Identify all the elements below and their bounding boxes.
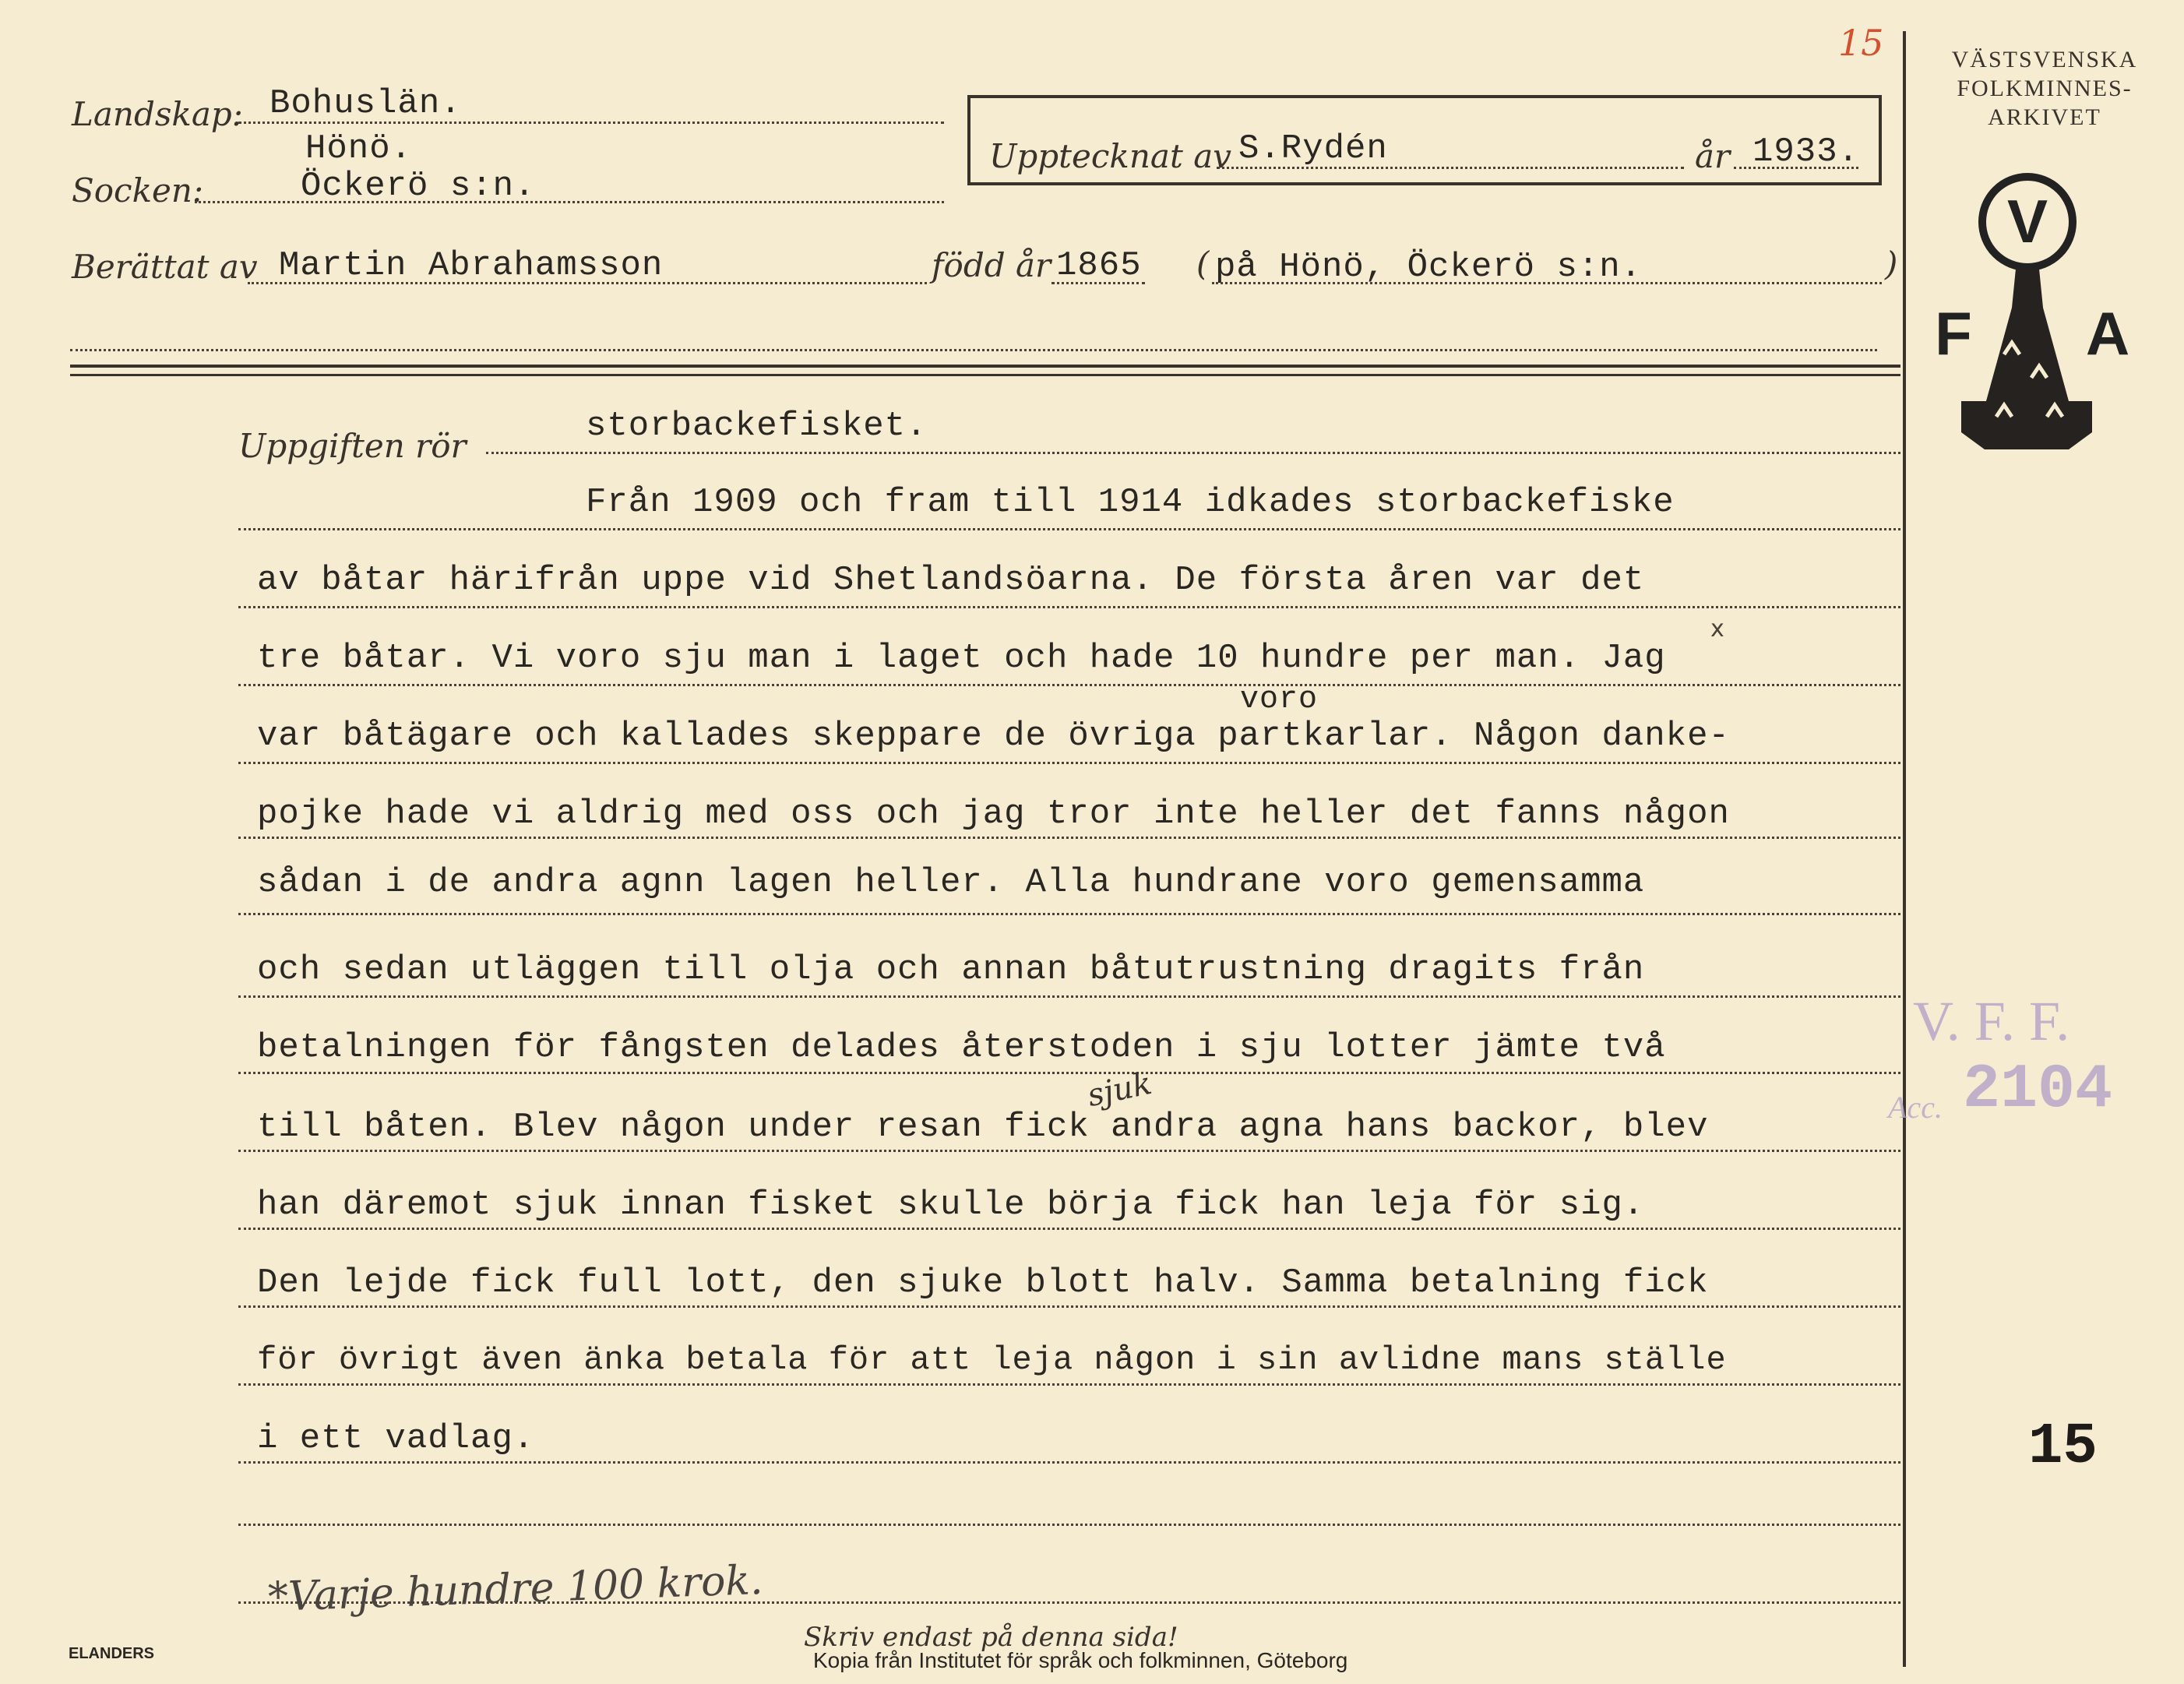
body-line-11: Den lejde fick full lott, den sjuke blott halv. Samma betalning fick — [257, 1263, 1709, 1302]
logo-letter-v: V — [2006, 187, 2048, 255]
archive-name-line2: FOLKMINNES- — [1957, 76, 2133, 101]
body-line-1: Från 1909 och fram till 1914 idkades storbackefiske — [586, 483, 1675, 522]
stamp-line1: V. F. F. — [1913, 990, 2070, 1052]
topic-label: Uppgiften rör — [238, 427, 467, 465]
ar-label: år — [1695, 137, 1731, 175]
margin-line — [1903, 31, 1906, 1667]
stamp-number: 2104 — [1963, 1055, 2113, 1126]
socken-value: Öckerö s:n. — [301, 167, 536, 206]
body-line-10: han däremot sjuk innan fisket skulle börja fick han leja för sig. — [257, 1185, 1645, 1224]
archive-name — [1916, 45, 2173, 132]
archive-name-line3: ARKIVET — [1988, 104, 2101, 130]
birthplace-value: på Hönö, Öckerö s:n. — [1215, 248, 1643, 287]
topic-value: storbackefisket. — [586, 407, 928, 446]
insert-sjuk: sjuk — [1084, 1065, 1155, 1115]
body-line-3: tre båtar. Vi voro sju man i laget och hade 10 hundre per man. Jag — [257, 639, 1666, 678]
body-line-12: för övrigt även änka betala för att leja någon i sin avlidne mans ställe — [257, 1341, 1727, 1379]
header-rule-bottom — [70, 374, 1900, 376]
berattat-label: Berättat av — [72, 248, 258, 286]
copy-notice: Kopia från Institutet för språk och folkminnen, Göteborg — [813, 1648, 1348, 1672]
landskap-value: Bohuslän. — [269, 84, 462, 123]
archive-name-line1: VÄSTSVENSKA — [1951, 47, 2138, 72]
insert-voro: voro — [1240, 682, 1319, 717]
body-line-13: i ett vadlag. — [257, 1419, 535, 1458]
body-line-7: och sedan utläggen till olja och annan båtutrustning dragits från — [257, 950, 1645, 989]
place-value: Hönö. — [305, 129, 413, 168]
hammer-icon — [1961, 269, 2092, 449]
archive-logo — [1930, 167, 2133, 463]
upptecknat-value: S.Rydén — [1238, 129, 1388, 168]
body-line-2: av båtar härifrån uppe vid Shetlandsöarna. De första åren var det — [257, 561, 1645, 600]
birthplace-open: ( — [1196, 245, 1210, 283]
ar-value: 1933. — [1752, 132, 1860, 171]
page-number-mark: 15 — [1838, 22, 1884, 64]
stamp-prefix: Acc. — [1888, 1090, 1943, 1125]
fodd-value: 1865 — [1056, 246, 1142, 285]
landskap-label: Landskap: — [72, 95, 243, 133]
handwritten-footnote: *Varje hundre 100 krok. — [267, 1556, 764, 1622]
footer-instruction: Skriv endast på denna sida! — [804, 1622, 1178, 1653]
body-line-4: var båtägare och kallades skeppare de övriga partkarlar. Någon danke- — [257, 717, 1730, 756]
printer-mark: ELANDERS — [69, 1645, 155, 1662]
berattat-value: Martin Abrahamsson — [279, 246, 664, 285]
birthplace-close: ) — [1885, 245, 1898, 283]
header-rule-top — [70, 365, 1900, 368]
body-line-9: till båten. Blev någon under resan fick andra agna hans backor, blev — [257, 1108, 1709, 1147]
fodd-label: född år — [932, 246, 1051, 284]
asterisk-mark: x — [1710, 615, 1724, 643]
socken-label: Socken: — [72, 171, 204, 210]
body-line-5: pojke hade vi aldrig med oss och jag tror inte heller det fanns någon — [257, 794, 1730, 833]
upptecknat-label: Upptecknat av — [989, 137, 1231, 175]
body-line-8: betalningen för fångsten delades återstoden i sju lotter jämte två — [257, 1028, 1666, 1067]
logo-letter-f: F — [1935, 299, 1972, 368]
logo-letter-a: A — [2085, 299, 2130, 368]
archive-page-number: 15 — [2028, 1414, 2098, 1480]
body-line-6: sådan i de andra agnn lagen heller. Alla hundrane voro gemensamma — [257, 863, 1645, 902]
